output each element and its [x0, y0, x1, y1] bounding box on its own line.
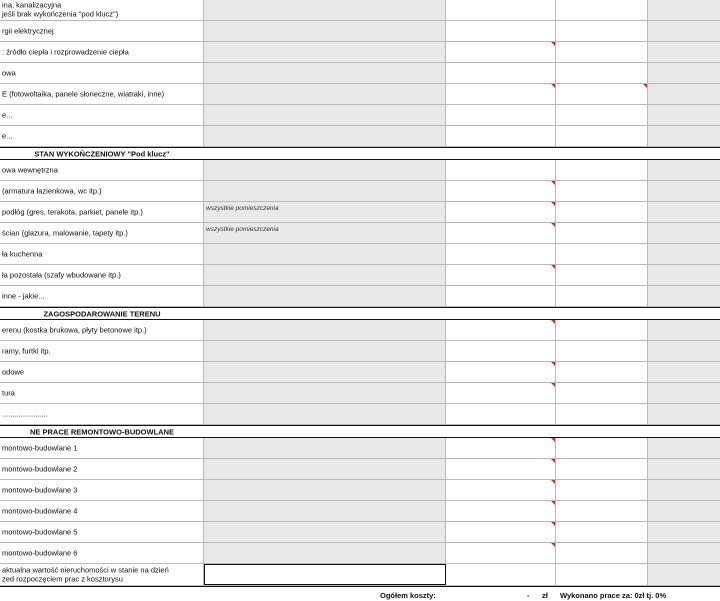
item-label: inne - jakie... — [2, 291, 45, 301]
cost-cell[interactable] — [446, 105, 556, 125]
cost-cell[interactable] — [446, 181, 556, 201]
cost-cell[interactable] — [446, 341, 556, 361]
item-label-cell — [0, 438, 204, 458]
table-row — [0, 160, 720, 181]
cost-cell[interactable] — [446, 480, 556, 500]
table-row — [0, 362, 720, 383]
comment-marker-icon — [643, 84, 647, 88]
percent-cell[interactable] — [648, 404, 720, 424]
table-row — [0, 320, 720, 341]
done-cell[interactable] — [556, 244, 648, 264]
currency-label: zł — [542, 591, 548, 600]
description-cell[interactable] — [204, 0, 446, 20]
done-cell[interactable] — [556, 438, 648, 458]
percent-cell[interactable] — [648, 265, 720, 285]
item-label: e... — [2, 110, 13, 120]
item-label: montowo-budowlane 1 — [2, 443, 78, 453]
item-label-cell — [0, 404, 204, 424]
done-cell[interactable] — [556, 223, 648, 243]
table-row — [0, 501, 720, 522]
section-title: NE PRACE REMONTOWO-BUDOWLANE — [29, 426, 175, 436]
item-label: erenu (kostka brukowa, płyty betonowe itp.) — [2, 325, 147, 335]
done-cell[interactable] — [556, 265, 648, 285]
item-label-cell — [0, 42, 204, 62]
table-row — [0, 63, 720, 84]
item-label: E (fotowoltaika, panele słoneczne, wiatraki, inne) — [2, 89, 165, 99]
table-row — [0, 438, 720, 459]
item-label-cell — [0, 362, 204, 382]
comment-marker-icon — [551, 543, 555, 547]
description-cell[interactable] — [204, 362, 446, 382]
cost-cell[interactable] — [446, 244, 556, 264]
cost-cell[interactable] — [446, 501, 556, 521]
done-cell[interactable] — [556, 362, 648, 382]
comment-marker-icon — [551, 223, 555, 227]
item-label-cell — [0, 459, 204, 479]
description-cell[interactable] — [204, 105, 446, 125]
description-cell[interactable] — [204, 42, 446, 62]
item-label: ścian (glazura, malowanie, tapety itp.) — [2, 228, 128, 238]
percent-cell[interactable] — [648, 181, 720, 201]
description-cell[interactable] — [204, 63, 446, 83]
cell-note: wszystkie pomieszczenia — [206, 205, 279, 212]
item-label-cell — [0, 426, 204, 437]
percent-cell[interactable] — [648, 244, 720, 264]
percent-cell[interactable] — [648, 438, 720, 458]
description-cell[interactable] — [204, 202, 446, 222]
item-label-cell — [0, 63, 204, 83]
percent-cell[interactable] — [648, 105, 720, 125]
item-label: e... — [2, 131, 13, 141]
table-row — [0, 543, 720, 564]
table-row — [0, 383, 720, 404]
description-cell[interactable] — [204, 320, 446, 340]
percent-cell[interactable] — [648, 126, 720, 146]
table-row — [0, 459, 720, 480]
done-cell[interactable] — [556, 404, 648, 424]
table-row — [0, 105, 720, 126]
item-label: ramy, furtki itp. — [2, 346, 51, 356]
percent-cell[interactable] — [648, 21, 720, 41]
cost-cell[interactable] — [446, 404, 556, 424]
item-label-cell — [0, 480, 204, 500]
cost-cell[interactable] — [446, 522, 556, 542]
item-label-cell — [0, 202, 204, 222]
item-label-cell — [0, 286, 204, 306]
cost-cell[interactable] — [446, 383, 556, 403]
description-cell[interactable] — [204, 501, 446, 521]
item-label-cell — [0, 543, 204, 563]
table-row — [0, 522, 720, 543]
item-label: podłóg (gres, terakota, parkiet, panele itp.) — [2, 207, 143, 217]
item-label: ...................... — [2, 409, 48, 419]
total-cost-value: - — [527, 591, 530, 600]
done-cell[interactable] — [556, 501, 648, 521]
item-label-cell — [0, 320, 204, 340]
done-cell[interactable] — [556, 341, 648, 361]
item-label: montowo-budowlane 4 — [2, 506, 78, 516]
done-cell[interactable] — [556, 0, 648, 20]
item-label-cell — [0, 160, 204, 180]
item-label-cell — [0, 244, 204, 264]
item-label: aktualna wartość nieruchomości w stanie na dzień zed rozpoczęciem prac z kosztorysu — [2, 565, 169, 584]
comment-marker-icon — [551, 459, 555, 463]
item-label: ła pozostała (szafy wbudowane itp.) — [2, 270, 121, 280]
table-row — [0, 286, 720, 307]
done-cell[interactable] — [556, 105, 648, 125]
item-label: montowo-budowlane 3 — [2, 485, 78, 495]
table-row — [0, 181, 720, 202]
cost-cell[interactable] — [446, 286, 556, 306]
item-label-cell — [0, 522, 204, 542]
table-row — [0, 21, 720, 42]
done-cell[interactable] — [556, 181, 648, 201]
percent-cell[interactable] — [648, 42, 720, 62]
item-label-cell — [0, 341, 204, 361]
percent-cell[interactable] — [648, 341, 720, 361]
work-done-label: Wykonano prace za: 0zł tj. 0% — [560, 591, 667, 600]
item-label: tura — [2, 388, 15, 398]
percent-cell[interactable] — [648, 63, 720, 83]
description-cell[interactable] — [204, 404, 446, 424]
comment-marker-icon — [551, 320, 555, 324]
percent-cell[interactable] — [648, 480, 720, 500]
section-title: STAN WYKOŃCZENIOWY "Pod klucz" — [34, 148, 170, 158]
done-cell[interactable] — [556, 202, 648, 222]
item-label-cell — [0, 265, 204, 285]
description-cell[interactable] — [204, 383, 446, 403]
description-cell[interactable] — [204, 126, 446, 146]
done-cell[interactable] — [556, 21, 648, 41]
item-label-cell — [0, 21, 204, 41]
comment-marker-icon — [551, 522, 555, 526]
comment-marker-icon — [551, 480, 555, 484]
table-row — [0, 265, 720, 286]
cost-cell[interactable] — [446, 160, 556, 180]
item-label: ła kuchenna — [2, 249, 43, 259]
description-cell[interactable] — [204, 286, 446, 306]
done-cell[interactable] — [556, 63, 648, 83]
table-row — [0, 0, 720, 21]
percent-cell[interactable] — [648, 0, 720, 20]
total-cost-label: Ogółem koszty: — [380, 591, 436, 600]
cell-note: wszystkie pomieszczenia — [206, 226, 279, 233]
cost-cell[interactable] — [446, 84, 556, 104]
item-label-cell — [0, 564, 204, 585]
percent-cell[interactable] — [648, 362, 720, 382]
description-cell[interactable] — [204, 160, 446, 180]
item-label-cell — [0, 383, 204, 403]
table-row — [0, 126, 720, 147]
percent-cell[interactable] — [648, 202, 720, 222]
description-cell[interactable] — [204, 341, 446, 361]
description-cell[interactable] — [204, 244, 446, 264]
comment-marker-icon — [551, 84, 555, 88]
totals-footer — [0, 586, 720, 601]
percent-cell[interactable] — [648, 286, 720, 306]
done-cell[interactable] — [556, 564, 648, 585]
section-header-row — [0, 425, 720, 438]
comment-marker-icon — [551, 438, 555, 442]
comment-marker-icon — [551, 383, 555, 387]
done-cell[interactable] — [556, 459, 648, 479]
table-row — [0, 84, 720, 105]
item-label-cell — [0, 0, 204, 20]
cost-cell[interactable] — [446, 362, 556, 382]
table-row — [0, 341, 720, 362]
cost-cell[interactable] — [446, 438, 556, 458]
table-row — [0, 244, 720, 265]
percent-cell[interactable] — [648, 84, 720, 104]
item-label: (armatura łazienkowa, wc itp.) — [2, 186, 102, 196]
done-cell[interactable] — [556, 286, 648, 306]
description-cell[interactable] — [204, 21, 446, 41]
item-label-cell — [0, 148, 204, 159]
done-cell[interactable] — [556, 480, 648, 500]
description-cell[interactable] — [204, 84, 446, 104]
table-row — [0, 42, 720, 63]
done-cell[interactable] — [556, 543, 648, 563]
cost-cell[interactable] — [446, 63, 556, 83]
section-header-row — [0, 307, 720, 320]
done-cell[interactable] — [556, 42, 648, 62]
cost-cell[interactable] — [446, 320, 556, 340]
item-label: montowo-budowlane 5 — [2, 527, 78, 537]
comment-marker-icon — [551, 202, 555, 206]
table-row — [0, 564, 720, 586]
item-label: ina, kanalizacyjna jeśli brak wykończenia "pod klucz") — [2, 0, 119, 19]
item-label: odowe — [2, 367, 25, 377]
item-label: rgii elektrycznej — [2, 26, 54, 36]
cost-cell[interactable] — [446, 459, 556, 479]
table-row — [0, 223, 720, 244]
item-label-cell — [0, 308, 204, 319]
done-cell[interactable] — [556, 522, 648, 542]
description-cell[interactable] — [204, 223, 446, 243]
section-title: ZAGOSPODAROWANIE TERENU — [43, 308, 161, 318]
description-cell[interactable] — [204, 522, 446, 542]
table-row — [0, 404, 720, 425]
percent-cell[interactable] — [648, 320, 720, 340]
cost-cell[interactable] — [446, 543, 556, 563]
comment-marker-icon — [551, 362, 555, 366]
comment-marker-icon — [551, 501, 555, 505]
done-cell[interactable] — [556, 320, 648, 340]
percent-cell[interactable] — [648, 223, 720, 243]
item-label-cell — [0, 105, 204, 125]
table-row — [0, 202, 720, 223]
done-cell[interactable] — [556, 84, 648, 104]
item-label-cell — [0, 181, 204, 201]
cost-cell[interactable] — [446, 0, 556, 20]
description-cell[interactable] — [204, 480, 446, 500]
description-cell[interactable] — [204, 438, 446, 458]
description-cell[interactable] — [204, 543, 446, 563]
cost-cell[interactable] — [446, 223, 556, 243]
table-row — [0, 480, 720, 501]
percent-cell[interactable] — [648, 501, 720, 521]
description-cell[interactable] — [204, 564, 446, 585]
item-label-cell — [0, 223, 204, 243]
cost-cell[interactable] — [446, 265, 556, 285]
percent-cell[interactable] — [648, 459, 720, 479]
item-label: : źródło ciepła i rozprowadzenie ciepła — [2, 47, 129, 57]
percent-cell[interactable] — [648, 543, 720, 563]
description-cell[interactable] — [204, 181, 446, 201]
cost-cell[interactable] — [446, 21, 556, 41]
item-label-cell — [0, 84, 204, 104]
comment-marker-icon — [551, 265, 555, 269]
item-label: owa — [2, 68, 16, 78]
percent-cell[interactable] — [648, 564, 720, 585]
cost-cell[interactable] — [446, 202, 556, 222]
description-cell[interactable] — [204, 459, 446, 479]
section-header-row — [0, 147, 720, 160]
percent-cell[interactable] — [648, 383, 720, 403]
done-cell[interactable] — [556, 126, 648, 146]
cost-cell[interactable] — [446, 126, 556, 146]
percent-cell[interactable] — [648, 160, 720, 180]
comment-marker-icon — [551, 181, 555, 185]
done-cell[interactable] — [556, 160, 648, 180]
item-label: montowo-budowlane 6 — [2, 548, 78, 558]
item-label-cell — [0, 501, 204, 521]
description-cell[interactable] — [204, 265, 446, 285]
item-label: owa wewnętrzna — [2, 165, 58, 175]
item-label: montowo-budowlane 2 — [2, 464, 78, 474]
cost-cell[interactable] — [446, 564, 556, 585]
cost-cell[interactable] — [446, 42, 556, 62]
done-cell[interactable] — [556, 383, 648, 403]
comment-marker-icon — [551, 42, 555, 46]
item-label-cell — [0, 126, 204, 146]
percent-cell[interactable] — [648, 522, 720, 542]
